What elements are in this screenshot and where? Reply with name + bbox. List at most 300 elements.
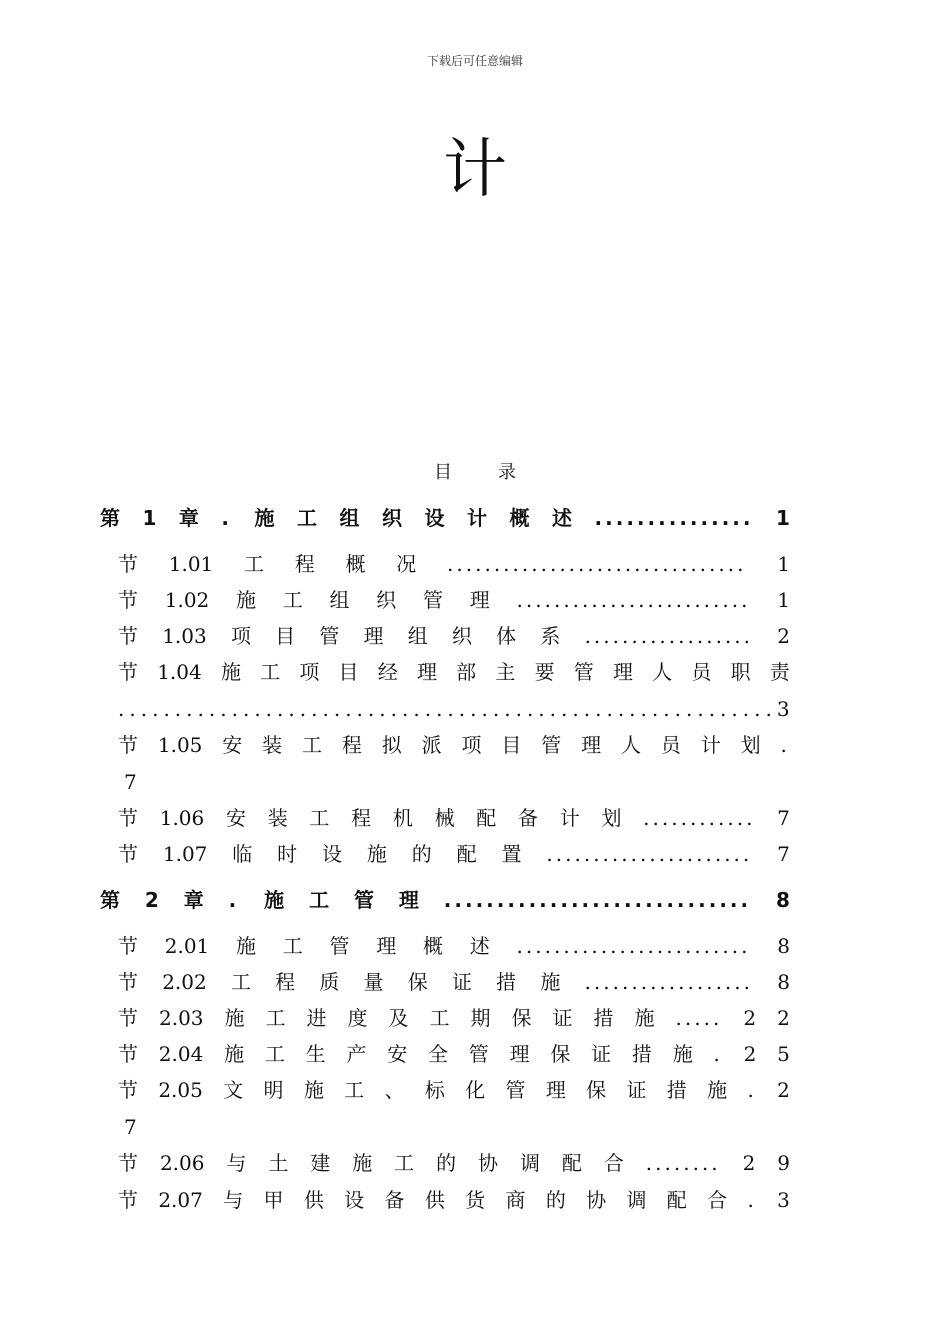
toc-char: .	[549, 697, 557, 721]
toc-token: 2	[743, 1042, 757, 1066]
toc-token: 2	[777, 1006, 790, 1030]
toc-token: 责	[769, 660, 790, 684]
toc-token: 1.02	[164, 588, 210, 612]
toc-token: 保	[550, 1042, 571, 1066]
toc-token: 全	[428, 1042, 448, 1066]
toc-token: 1	[776, 506, 790, 530]
toc-token: 合	[603, 1151, 624, 1175]
toc-token: ......................	[546, 842, 753, 866]
toc-token: 1.06	[159, 806, 205, 830]
toc-token: 概	[423, 934, 444, 958]
toc-token: 管	[573, 660, 594, 684]
toc-line	[118, 1112, 790, 1142]
toc-char: .	[311, 697, 318, 721]
toc-token: 第	[100, 888, 120, 912]
toc-token: 项	[299, 660, 320, 684]
toc-token: 主	[495, 660, 516, 684]
toc-char: .	[561, 697, 568, 721]
toc-char: .	[447, 697, 454, 721]
toc-token: .	[780, 733, 790, 757]
toc-token: 组	[407, 624, 428, 648]
toc-char: .	[515, 697, 522, 721]
toc-token: 证	[626, 1078, 647, 1102]
toc-token: 机	[392, 806, 413, 830]
toc-char: .	[697, 697, 704, 721]
toc-token: 的	[411, 842, 432, 866]
toc-token: 节	[118, 970, 138, 994]
toc-char: .	[277, 697, 284, 721]
toc-token: 节	[118, 552, 138, 576]
toc-token: 保	[407, 970, 428, 994]
toc-char: .	[674, 697, 681, 721]
toc-token: 备	[384, 1188, 405, 1212]
toc-char: .	[492, 697, 500, 721]
toc-token: 甲	[263, 1188, 284, 1212]
toc-token: 目	[501, 733, 522, 757]
toc-token: 工	[309, 888, 330, 912]
toc-token: 2.07	[158, 1188, 203, 1212]
toc-token: ..................	[584, 624, 753, 648]
toc-token: 施	[707, 1078, 728, 1102]
toc-char: .	[504, 697, 511, 721]
toc-token: 2	[742, 1151, 756, 1175]
toc-token: .	[713, 1042, 723, 1066]
toc-token: 化	[465, 1078, 486, 1102]
toc-char: .	[538, 697, 545, 721]
toc-token: 商	[505, 1188, 526, 1212]
toc-token: 工	[297, 506, 318, 530]
toc-title-first: 目	[434, 462, 452, 483]
toc-token: 明	[263, 1078, 284, 1102]
toc-token: 节	[118, 1151, 138, 1175]
toc-token: 项	[230, 624, 251, 648]
toc-token: 划	[740, 733, 761, 757]
toc-token: 施	[540, 970, 561, 994]
toc-token: 织	[451, 624, 472, 648]
toc-token: 理	[545, 1078, 566, 1102]
toc-char: .	[140, 697, 148, 721]
toc-token: 工	[260, 660, 281, 684]
toc-token: 配	[476, 806, 497, 830]
toc-char: .	[356, 697, 363, 721]
toc-char: .	[299, 697, 307, 721]
toc-char: .	[322, 697, 329, 721]
toc-char: .	[742, 697, 750, 721]
toc-token: 装	[262, 733, 283, 757]
toc-token: 货	[465, 1188, 486, 1212]
toc-token: 管	[319, 624, 340, 648]
toc-token: 供	[303, 1188, 324, 1212]
toc-token: 节	[118, 1188, 138, 1212]
toc-token: 程	[275, 970, 296, 994]
toc-line	[118, 767, 790, 797]
toc-token: 人	[621, 733, 642, 757]
toc-token: 安	[387, 1042, 408, 1066]
toc-token: 合	[707, 1188, 728, 1212]
toc-token: 工	[244, 552, 265, 576]
toc-token: 2.04	[158, 1042, 204, 1066]
toc-token: 与	[223, 1188, 244, 1212]
toc-token: 措	[496, 970, 517, 994]
toc-token: 工	[429, 1006, 450, 1030]
toc-line	[118, 1075, 790, 1105]
toc-token: 目	[338, 660, 359, 684]
toc-token: 管	[505, 1078, 526, 1102]
toc-token: 8	[777, 970, 790, 994]
toc-token: 派	[421, 733, 442, 757]
toc-token: 节	[118, 660, 138, 684]
toc-token: 节	[118, 733, 138, 757]
toc-token: 员	[660, 733, 681, 757]
toc-token: 施	[366, 842, 387, 866]
toc-token: 工	[282, 588, 303, 612]
toc-line	[118, 621, 790, 651]
toc-char: .	[526, 697, 534, 721]
toc-char: .	[481, 697, 488, 721]
toc-token: 拟	[381, 733, 402, 757]
toc-token: 理	[509, 1042, 530, 1066]
toc-char: .	[720, 697, 727, 721]
toc-char: .	[231, 697, 238, 721]
toc-token: 及	[388, 1006, 409, 1030]
toc-char: .	[640, 697, 647, 721]
toc-char: .	[152, 697, 159, 721]
toc-token: 协	[478, 1151, 499, 1175]
toc-token: 理	[469, 588, 490, 612]
toc-token: 建	[310, 1151, 331, 1175]
toc-token: 调	[519, 1151, 540, 1175]
toc-line	[118, 967, 790, 997]
toc-token: 工	[265, 1006, 286, 1030]
toc-token: 章	[178, 506, 199, 530]
toc-line	[100, 885, 790, 915]
toc-token: 计	[700, 733, 721, 757]
toc-line	[118, 839, 790, 869]
toc-token: 1	[142, 506, 157, 530]
toc-token: 安	[225, 806, 246, 830]
toc-token: 标	[424, 1078, 445, 1102]
toc-char: .	[572, 697, 579, 721]
toc-token: 措	[631, 1042, 652, 1066]
toc-char: .	[458, 697, 466, 721]
toc-line	[118, 694, 790, 724]
toc-token: 2.01	[164, 934, 210, 958]
toc-token: .	[747, 1188, 757, 1212]
toc-token: 工	[230, 970, 251, 994]
toc-token: 概	[509, 506, 530, 530]
toc-token: 产	[346, 1042, 367, 1066]
toc-token: 计	[559, 806, 580, 830]
toc-token: 保	[586, 1078, 607, 1102]
toc-char: .	[595, 697, 602, 721]
toc-char: .	[197, 697, 204, 721]
toc-token: .........................	[516, 934, 751, 958]
toc-token: 施	[303, 1078, 324, 1102]
toc-token: 措	[666, 1078, 687, 1102]
toc-token: 1	[777, 552, 790, 576]
toc-token: .............................	[443, 888, 752, 912]
toc-token: 工	[344, 1078, 365, 1102]
toc-token: 述	[552, 506, 573, 530]
toc-char: .	[163, 697, 170, 721]
toc-token: 管	[329, 934, 350, 958]
toc-line	[118, 1003, 790, 1033]
toc-char: .	[242, 697, 250, 721]
toc-token: 备	[518, 806, 538, 830]
toc-token: 1.07	[162, 842, 208, 866]
toc-char: .	[379, 697, 386, 721]
toc-token: 节	[118, 624, 138, 648]
toc-token: 织	[376, 588, 397, 612]
toc-token: 理	[581, 733, 602, 757]
toc-token: 述	[469, 934, 490, 958]
toc-token: 节	[118, 1078, 138, 1102]
toc-token: 质	[319, 970, 340, 994]
toc-token: 节	[118, 1006, 138, 1030]
toc-token: 施	[236, 934, 257, 958]
toc-token: 配	[561, 1151, 582, 1175]
toc-token: 目	[275, 624, 296, 648]
toc-token: 3	[777, 1188, 790, 1212]
toc-token: 配	[666, 1188, 687, 1212]
toc-token: ............	[643, 806, 756, 830]
toc-char: .	[470, 697, 477, 721]
toc-token: 施	[264, 888, 285, 912]
toc-token: 临	[232, 842, 253, 866]
toc-token: 施	[236, 588, 257, 612]
toc-token: 施	[254, 506, 275, 530]
toc-token: 的	[436, 1151, 457, 1175]
toc-token: 1	[777, 588, 790, 612]
toc-char: .	[617, 697, 625, 721]
toc-char: .	[685, 697, 693, 721]
toc-token: 配	[456, 842, 477, 866]
toc-token: 节	[118, 1042, 138, 1066]
toc-token: 体	[496, 624, 517, 648]
toc-token: 期	[470, 1006, 491, 1030]
toc-char: 7	[124, 770, 137, 794]
toc-token: 措	[593, 1006, 614, 1030]
toc-token: 员	[691, 660, 712, 684]
toc-char: 3	[776, 697, 790, 721]
toc-token: 概	[345, 552, 366, 576]
toc-token: 7	[777, 842, 790, 866]
toc-token: 项	[461, 733, 482, 757]
toc-char: .	[345, 697, 352, 721]
toc-token: 理	[416, 660, 437, 684]
toc-token: 理	[612, 660, 633, 684]
toc-line	[118, 1039, 790, 1069]
toc-token: .	[221, 506, 233, 530]
toc-line	[118, 803, 790, 833]
toc-char: .	[186, 697, 193, 721]
toc-char: .	[583, 697, 591, 721]
toc-token: 施	[224, 1042, 245, 1066]
toc-token: .....	[675, 1006, 723, 1030]
toc-token: .	[747, 1078, 757, 1102]
toc-token: 工	[309, 806, 330, 830]
toc-char: .	[606, 697, 613, 721]
toc-token: 1.03	[162, 624, 207, 648]
toc-char: .	[254, 697, 261, 721]
toc-token: 施	[672, 1042, 693, 1066]
toc-token: 土	[268, 1151, 289, 1175]
toc-line	[118, 549, 790, 579]
toc-line	[118, 657, 790, 687]
toc-token: 管	[353, 888, 374, 912]
toc-char: .	[220, 697, 227, 721]
toc-token: 2.02	[162, 970, 207, 994]
toc-token: 安	[222, 733, 243, 757]
toc-token: 经	[377, 660, 398, 684]
toc-token: 第	[100, 506, 120, 530]
toc-token: 供	[424, 1188, 445, 1212]
toc-token: ........	[645, 1151, 721, 1175]
toc-token: 1.05	[157, 733, 203, 757]
toc-token: 职	[730, 660, 751, 684]
toc-token: 设	[322, 842, 343, 866]
toc-token: 织	[382, 506, 403, 530]
toc-char: .	[390, 697, 397, 721]
toc-token: 设	[424, 506, 445, 530]
toc-token: 生	[305, 1042, 326, 1066]
toc-token: 要	[534, 660, 555, 684]
toc-token: 工	[394, 1151, 415, 1175]
toc-token: 装	[267, 806, 288, 830]
toc-token: 2	[777, 624, 790, 648]
toc-token: 、	[384, 1078, 405, 1102]
toc-token: 章	[183, 888, 204, 912]
toc-title-second: 录	[498, 462, 516, 483]
toc-token: 管	[468, 1042, 489, 1066]
toc-token: 节	[118, 934, 138, 958]
toc-char: .	[333, 697, 341, 721]
toc-token: 2.06	[159, 1151, 205, 1175]
toc-char: .	[651, 697, 659, 721]
toc-token: 文	[223, 1078, 244, 1102]
toc-token: 划	[601, 806, 622, 830]
toc-token: 组	[339, 506, 360, 530]
toc-char: .	[129, 697, 136, 721]
toc-token: 理	[363, 624, 384, 648]
toc-char: .	[663, 697, 670, 721]
toc-char: .	[288, 697, 295, 721]
toc-char: 7	[124, 1115, 137, 1139]
toc-line	[118, 730, 790, 760]
toc-token: .........................	[516, 588, 751, 612]
toc-token: 况	[396, 552, 417, 576]
toc-token: 证	[591, 1042, 612, 1066]
toc-char: .	[436, 697, 443, 721]
toc-token: 部	[456, 660, 477, 684]
toc-char: .	[367, 697, 375, 721]
toc-token: 节	[118, 806, 138, 830]
toc-token: 人	[652, 660, 673, 684]
toc-token: 管	[541, 733, 562, 757]
toc-token: 量	[363, 970, 384, 994]
toc-token: 保	[511, 1006, 532, 1030]
toc-token: 进	[306, 1006, 327, 1030]
toc-token: 理	[376, 934, 397, 958]
toc-token: 施	[224, 1006, 245, 1030]
toc-token: 设	[344, 1188, 365, 1212]
toc-token: 2.03	[159, 1006, 204, 1030]
toc-token: .	[228, 888, 240, 912]
toc-token: 证	[451, 970, 472, 994]
toc-token: 时	[277, 842, 298, 866]
toc-token: 节	[118, 842, 138, 866]
toc-token: 置	[501, 842, 522, 866]
toc-token: 施	[352, 1151, 373, 1175]
page-header: 下载后可任意编辑	[426, 54, 523, 68]
toc-line	[118, 931, 790, 961]
toc-token: 工	[282, 934, 303, 958]
title-character: 计	[443, 133, 507, 207]
toc-line	[118, 1185, 790, 1215]
toc-char: .	[731, 697, 738, 721]
toc-token: 2	[777, 1078, 790, 1102]
toc-char: .	[401, 697, 409, 721]
toc-token: ................................	[447, 552, 747, 576]
toc-char: .	[174, 697, 182, 721]
toc-token: 度	[347, 1006, 368, 1030]
toc-token: 证	[552, 1006, 573, 1030]
toc-token: 工	[302, 733, 323, 757]
toc-title	[0, 458, 950, 484]
toc-token: 组	[329, 588, 350, 612]
toc-char: .	[629, 697, 636, 721]
toc-char: .	[118, 697, 125, 721]
toc-token: 1.04	[157, 660, 202, 684]
toc-token: 1.01	[168, 552, 214, 576]
toc-token: 施	[634, 1006, 655, 1030]
toc-token: 9	[777, 1151, 790, 1175]
toc-char: .	[265, 697, 273, 721]
toc-token: 协	[586, 1188, 607, 1212]
toc-token: 程	[341, 733, 362, 757]
toc-token: 施	[220, 660, 241, 684]
toc-token: 程	[351, 806, 372, 830]
toc-token: ..................	[584, 970, 753, 994]
toc-token: 械	[434, 806, 455, 830]
toc-char: .	[424, 697, 432, 721]
toc-token: 2	[144, 888, 159, 912]
toc-token: 计	[467, 506, 488, 530]
toc-token: 的	[545, 1188, 566, 1212]
toc-token: 工	[264, 1042, 285, 1066]
toc-token: 2.05	[158, 1078, 203, 1102]
toc-token: 管	[423, 588, 444, 612]
toc-char: .	[208, 697, 216, 721]
toc-char: .	[765, 697, 772, 721]
toc-token: 调	[626, 1188, 647, 1212]
toc-token: 5	[777, 1042, 790, 1066]
toc-char: .	[708, 697, 716, 721]
toc-token: 8	[776, 888, 790, 912]
toc-token: ...............	[594, 506, 754, 530]
toc-token: 系	[540, 624, 561, 648]
toc-token: 节	[118, 588, 138, 612]
toc-token: 8	[777, 934, 790, 958]
toc-line	[100, 503, 790, 533]
toc-token: 7	[777, 806, 790, 830]
toc-char: .	[754, 697, 761, 721]
toc-token: 理	[398, 888, 419, 912]
toc-token: 与	[226, 1151, 247, 1175]
toc-line	[118, 585, 790, 615]
toc-token: 2	[743, 1006, 757, 1030]
toc-line	[118, 1148, 790, 1178]
